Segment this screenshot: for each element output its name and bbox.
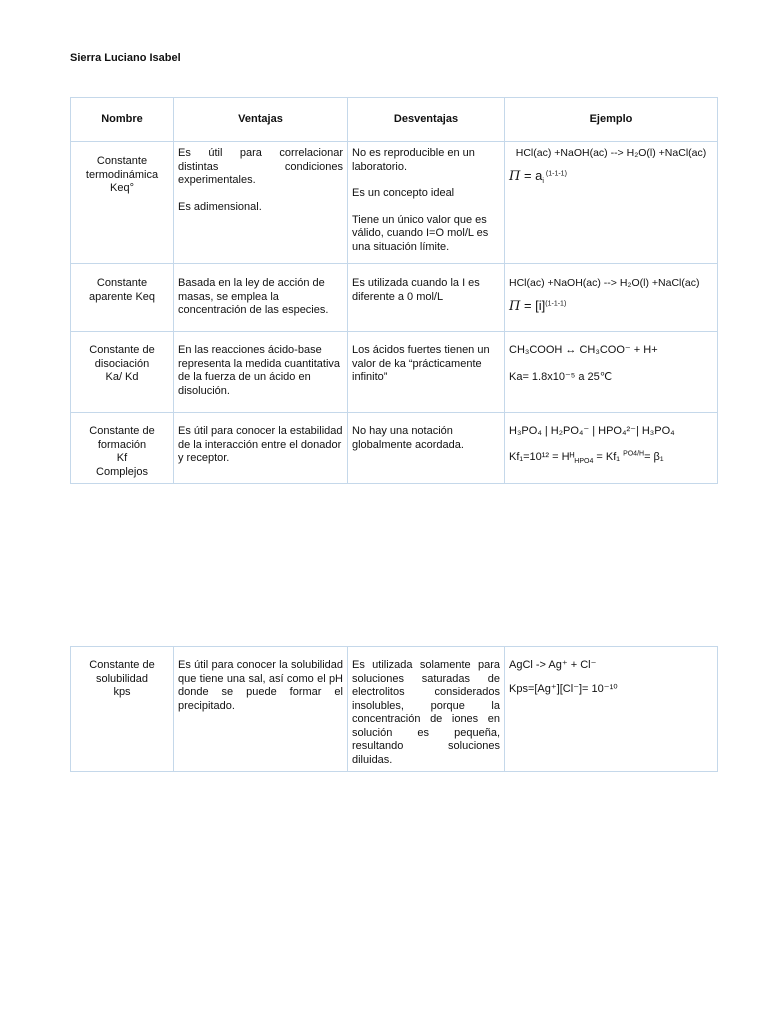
equation-sub: i: [542, 177, 544, 185]
name-line: formación: [97, 438, 147, 451]
name-line: Constante de: [89, 344, 155, 356]
example-line: CH₃COOH ↔ CH₃COO⁻ + H+: [509, 344, 658, 356]
cell-ejemplo: [505, 647, 718, 772]
name-line: aparente Keq: [88, 290, 156, 303]
equation: [509, 299, 713, 315]
desventaja-text: No es reproducible en un laboratorio.: [352, 147, 475, 173]
reaction-text: HCl(ac) +NaOH(ac) --> H₂O(l) +NaCl(ac): [515, 147, 707, 159]
example-line: Ka= 1.8x10⁻⁵ a 25℃: [509, 370, 613, 383]
desventaja-text: Tiene un único valor que es válido, cuando I=O mol/L es una situación límite.: [352, 213, 489, 253]
ventaja-text: En las reacciones ácido-base representa la medida cuantitativa de la fuerza de un ácido en disolución.: [178, 344, 341, 397]
table-row: [71, 413, 718, 484]
cell-ventajas: [174, 413, 348, 484]
cell-ventajas: [174, 332, 348, 413]
cell-nombre: [71, 647, 174, 772]
cell-nombre: [71, 413, 174, 484]
name-line: Complejos: [96, 465, 148, 478]
cell-ventajas: [174, 142, 348, 264]
ventaja-text: Basada en la ley de acción de masas, se emplea la concentración de las especies.: [178, 277, 329, 316]
equation-sup: (1-1-1): [543, 169, 567, 177]
name-line: kps: [113, 686, 131, 698]
header-ventajas: Ventajas: [174, 98, 348, 142]
table-row: [71, 332, 718, 413]
ventaja-text: Es útil para conocer la estabilidad de la interacción entre el donador y receptor.: [178, 425, 343, 464]
pi-symbol: Π: [509, 168, 521, 184]
pi-symbol: Π: [509, 298, 521, 314]
cell-nombre: [71, 332, 174, 413]
ventaja-text: Es adimensional.: [178, 200, 262, 213]
example-part: = Kf₁: [593, 450, 624, 463]
example-sup: PO4/H: [623, 449, 645, 457]
name-line: solubilidad: [96, 672, 148, 685]
header-nombre: Nombre: [71, 98, 174, 142]
header-desventajas: Desventajas: [348, 98, 505, 142]
example-line: AgCl -> Ag⁺ + Cl⁻: [509, 659, 597, 671]
example-part: = β₁: [644, 450, 664, 463]
constants-table: [70, 97, 718, 484]
name-line: Keq°: [110, 182, 134, 194]
cell-desventajas: [348, 142, 505, 264]
table-row: [71, 142, 718, 264]
solubility-table: [70, 646, 718, 772]
cell-ejemplo: [505, 413, 718, 484]
name-line: Constante de: [89, 425, 155, 437]
example-line: [509, 451, 713, 465]
example-part: Kf₁=10¹² = Hᴴ: [509, 450, 575, 463]
cell-ejemplo: [505, 332, 718, 413]
name-line: Constante: [96, 277, 148, 289]
table-header-row: [71, 98, 718, 142]
cell-nombre: [71, 264, 174, 332]
equation-sup: (1-1-1): [545, 299, 567, 307]
ventaja-text: Es útil para correlacionar distintas condiciones experimentales.: [178, 147, 343, 186]
desventaja-text: Los ácidos fuertes tienen un valor de ka “prácticamente infinito”: [352, 344, 490, 383]
equation-text: = a: [520, 167, 543, 183]
equation-text: = [i]: [520, 297, 546, 313]
ventaja-text: Es útil para conocer la solubilidad que tiene una sal, así como el pH donde se puede formar el precipitado.: [178, 659, 343, 712]
cell-ejemplo: [505, 142, 718, 264]
cell-desventajas: [348, 332, 505, 413]
example-sub: HPO4: [574, 457, 594, 465]
name-line: termodinámica: [85, 168, 159, 181]
cell-ventajas: [174, 647, 348, 772]
example-line: H₃PO₄ | H₂PO₄⁻ | HPO₄²⁻| H₃PO₄: [509, 425, 675, 437]
equation: [509, 169, 713, 185]
table-row: [71, 264, 718, 332]
table-row: [71, 647, 718, 772]
desventaja-text: No hay una notación globalmente acordada.: [352, 425, 464, 451]
cell-desventajas: [348, 413, 505, 484]
desventaja-text: Es utilizada solamente para soluciones saturadas de electrolitos considerados insolubles, porque la concentración de iones en solución es pequeña, resultando soluciones diluidas.: [352, 659, 500, 766]
name-line: disociación: [94, 357, 150, 370]
cell-desventajas: [348, 647, 505, 772]
author-name: Sierra Luciano Isabel: [70, 52, 181, 64]
desventaja-text: Es utilizada cuando la I es diferente a 0 mol/L: [352, 277, 480, 303]
desventaja-text: Es un concepto ideal: [352, 187, 455, 199]
cell-ejemplo: [505, 264, 718, 332]
name-line: Kf: [116, 452, 128, 464]
cell-nombre: [71, 142, 174, 264]
reaction-text: HCl(ac) +NaOH(ac) --> H₂O(l) +NaCl(ac): [509, 277, 700, 289]
name-line: Constante: [96, 155, 148, 167]
name-line: Constante de: [89, 659, 155, 671]
header-ejemplo: Ejemplo: [505, 98, 718, 142]
cell-desventajas: [348, 264, 505, 332]
cell-ventajas: [174, 264, 348, 332]
name-line: Ka/ Kd: [105, 371, 139, 383]
example-line: Kps=[Ag⁺][Cl⁻]= 10⁻¹⁰: [509, 682, 618, 695]
